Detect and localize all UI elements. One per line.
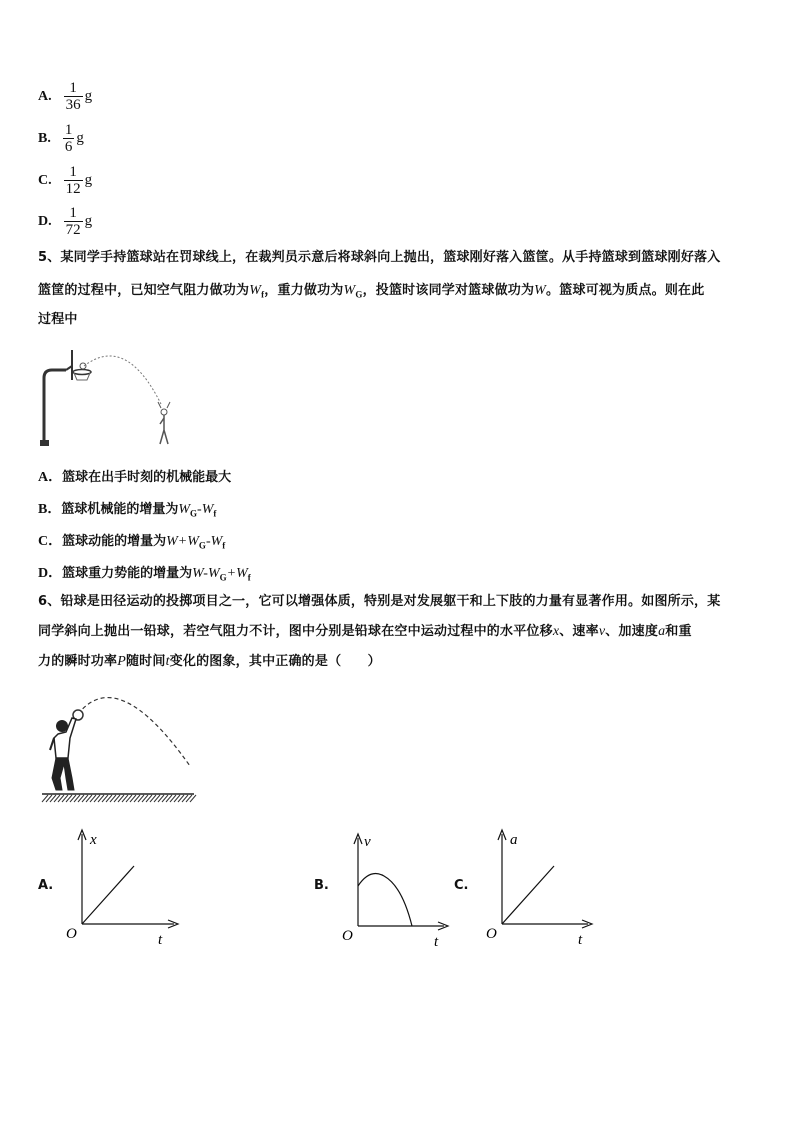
denominator: 12 (65, 181, 81, 197)
formula: -W (205, 534, 223, 549)
q4-option-d (38, 205, 92, 238)
graph-a (62, 826, 182, 948)
y-axis-label: a (510, 832, 518, 848)
subscript: G (219, 572, 227, 583)
fraction (64, 164, 83, 197)
q5-option-c (38, 530, 225, 551)
text: 、速率 (559, 624, 599, 639)
formula: +W (226, 566, 248, 581)
option-text: 篮球重力势能的增量为 (62, 566, 193, 581)
graph-a-line (82, 866, 134, 924)
symbol-w: W (534, 283, 547, 298)
option-letter: B． (38, 502, 62, 517)
option-letter: A． (38, 470, 63, 485)
graph-c-line (502, 866, 554, 924)
graph-b (340, 830, 450, 950)
fraction (63, 122, 75, 155)
formula: W-W (192, 566, 220, 581)
denominator: 6 (64, 139, 73, 155)
thrower-figure (50, 718, 76, 790)
text: 同学斜向上抛出一铅球，若空气阻力不计，图中分别是铅球在空中运动过程中的水平位移 (38, 624, 553, 639)
basketball-figure (36, 344, 186, 450)
origin-label: O (66, 926, 77, 942)
text: 随时间 (125, 654, 166, 669)
q6-line-2 (38, 618, 692, 646)
text: 。篮球可视为质点。则在此 (546, 283, 705, 298)
shot-trajectory (78, 698, 190, 766)
numerator: 1 (69, 205, 77, 221)
q5-line-1: 5、某同学手持篮球站在罚球线上，在裁判员示意后将球斜向上抛出，篮球刚好落入篮筐。从手持篮球到篮球刚好落入 (38, 250, 721, 265)
q5-option-a (38, 466, 231, 486)
numerator: 1 (64, 122, 73, 138)
text: 篮筐的过程中，已知空气阻力做功为 (38, 283, 250, 298)
graph-c (484, 826, 594, 948)
denominator: 72 (65, 222, 81, 238)
subscript: f (261, 289, 265, 300)
symbol-w: W (343, 283, 356, 298)
option-letter: C. (38, 172, 52, 188)
q5-line-3: 过程中 (38, 312, 78, 327)
numerator: 1 (69, 80, 77, 96)
graph-a-letter: A. (38, 878, 54, 893)
option-letter: D. (38, 213, 52, 229)
subscript: f (222, 540, 226, 551)
x-axis-label: t (158, 932, 163, 948)
symbol-w: W (249, 283, 262, 298)
player-figure (158, 402, 170, 444)
q5-option-b (38, 498, 216, 519)
option-text: 篮球在出手时刻的机械能最大 (62, 470, 232, 485)
option-letter: D． (38, 566, 63, 581)
fraction (64, 205, 83, 238)
text: 变化的图象，其中正确的是（ ） (169, 654, 381, 669)
subscript: f (213, 508, 217, 519)
ball-trajectory (84, 356, 161, 404)
formula: -W (197, 502, 214, 517)
unit: g (84, 88, 93, 104)
denominator: 36 (65, 97, 81, 113)
ball (80, 363, 86, 369)
hoop-pole (44, 370, 66, 444)
pole-base (40, 440, 49, 446)
q6-line-1: 6、铅球是田径运动的投掷项目之一，它可以增强体质，特别是对发展躯干和上下肢的力量有显著作用。如图所示，某 (38, 594, 721, 609)
unit: g (76, 130, 84, 146)
text: 力的瞬时功率 (38, 654, 118, 669)
symbol-a: a (658, 624, 666, 639)
symbol-x: x (552, 624, 560, 639)
y-axis-label: x (90, 832, 97, 848)
symbol-p: P (117, 654, 126, 669)
subscript: G (198, 540, 206, 551)
subscript: G (190, 508, 198, 519)
ground-hatching (42, 795, 196, 802)
x-axis-label: t (434, 934, 439, 950)
subscript: f (247, 572, 251, 583)
option-letter: B. (38, 130, 51, 146)
q5-option-d (38, 562, 251, 583)
unit: g (84, 172, 93, 188)
symbol-v: v (598, 624, 606, 639)
graph-c-letter: C. (454, 878, 469, 893)
text: ，重力做功为 (264, 283, 344, 298)
formula: W (178, 502, 191, 517)
text: ，投篮时该同学对篮球做功为 (362, 283, 535, 298)
numerator: 1 (69, 164, 77, 180)
option-text: 篮球机械能的增量为 (61, 502, 179, 517)
option-letter: A. (38, 88, 52, 104)
formula: W+W (166, 534, 199, 549)
q4-option-c (38, 164, 92, 197)
graph-b-curve (358, 874, 412, 926)
option-text: 篮球动能的增量为 (62, 534, 167, 549)
rim (73, 370, 91, 375)
option-letter: C． (38, 534, 63, 549)
shot-put-figure (38, 694, 198, 808)
x-axis-label: t (578, 932, 583, 948)
q4-option-a (38, 80, 92, 113)
text: 和重 (665, 624, 692, 639)
y-axis-label: v (364, 834, 371, 850)
origin-label: O (342, 928, 353, 944)
graph-b-letter: B. (314, 878, 329, 893)
unit: g (84, 213, 93, 229)
origin-label: O (486, 926, 497, 942)
text: 、加速度 (605, 624, 659, 639)
q4-option-b (38, 122, 84, 155)
fraction (64, 80, 83, 113)
symbol-t: t (165, 654, 170, 669)
q6-line-3 (38, 648, 381, 676)
subscript: G (355, 289, 363, 300)
q5-line-2 (38, 277, 704, 309)
